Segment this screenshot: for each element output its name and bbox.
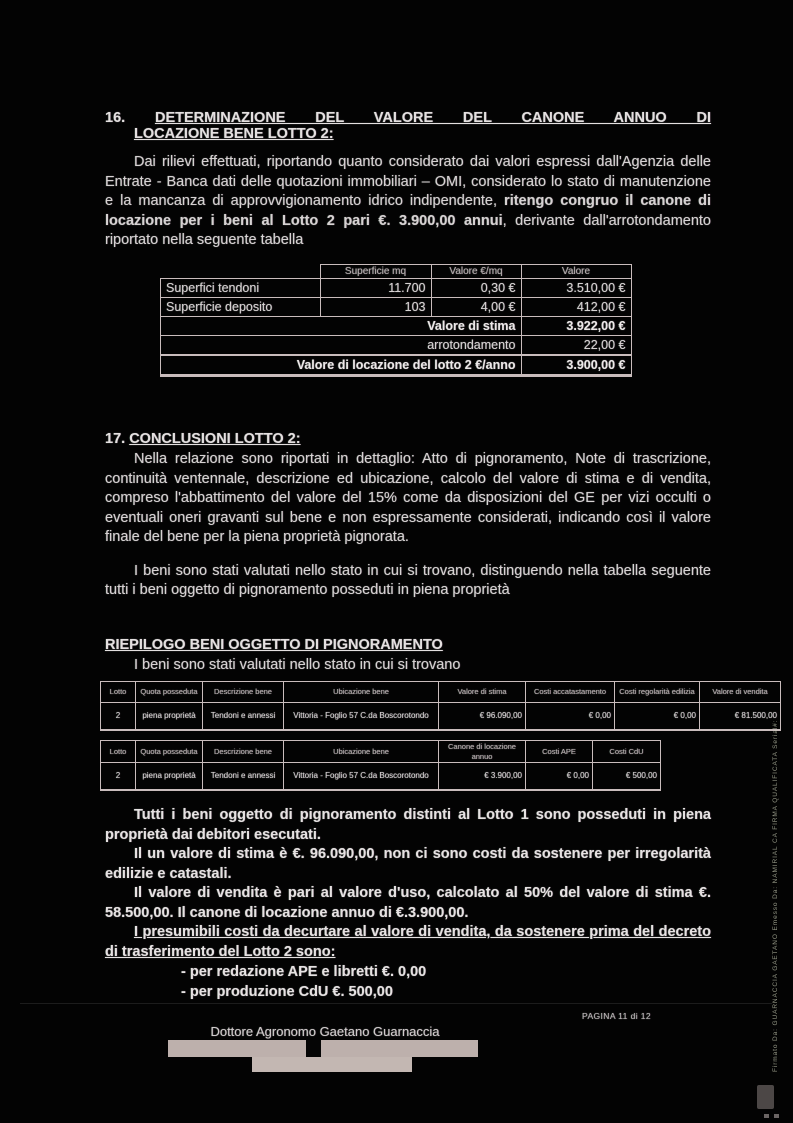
table-row [101,703,781,731]
paragraph-text: , derivante dall'arrotondamento riportato nella seguente tabella [105,212,711,248]
table-cell: 3.510,00 € [521,279,631,298]
table-cell: € 96.090,00 [439,703,526,731]
table-header-row [101,741,661,763]
table-header-cell: Valore €/mq [431,265,521,279]
scan-artifact-dot [764,1114,769,1118]
table-header-row [161,265,632,279]
table-cell: piena proprietà [136,703,203,731]
table-header-cell: Quota posseduta [136,682,203,703]
scan-artifact-dot [774,1114,779,1118]
table-header-cell: Costi accatastamento [526,682,615,703]
table-cell: piena proprietà [136,763,203,791]
table-header-cell: Canone di locazione annuo [439,741,526,763]
table-cell: 2 [101,703,136,731]
table-cell: 2 [101,763,136,791]
author-name: Dottore Agronomo Gaetano Guarnaccia [210,1024,440,1039]
table-cell: 11.700 [320,279,431,298]
table-cell: € 3.900,00 [439,763,526,791]
table-cell: € 500,00 [593,763,661,791]
riepilogo-stima-table [100,681,781,731]
table-cell: 22,00 € [521,336,631,356]
conclusioni-paragraph-3: Il valore di vendita è pari al valore d'uso, calcolato al 50% del valore di stima €. 58.500,00. Il canone di locazione annuo di €.3.900,00. [105,885,711,921]
section-17-paragraph-2: I beni sono stati valutati nello stato in cui si trovano, distinguendo nella tabella seguente tutti i beni oggetto di pignoramento posseduti in piena proprietà [105,562,711,598]
table-header-cell: Valore [521,265,631,279]
table-summary-row [161,336,632,356]
riepilogo-heading: RIEPILOGO BENI OGGETTO DI PIGNORAMENTO [105,637,443,653]
table-cell: Tendoni e annessi [203,763,284,791]
scan-artifact-square [757,1085,774,1109]
conclusioni-block [105,806,711,1002]
table-cell: Vittoria - Foglio 57 C.da Boscorotondo [284,763,439,791]
section-17 [105,431,711,601]
table-header-cell: Costi CdU [593,741,661,763]
section-17-heading [105,431,711,447]
section-16-number: 16. [105,110,126,126]
table-cell: Superficie deposito [161,298,321,317]
table-cell: Tendoni e annessi [203,703,284,731]
section-17-paragraph-1: Nella relazione sono riportati in dettaglio: Atto di pignoramento, Note di trascrizione, continuità ventennale, descrizione ed ubicazione, calcolo del valore di stima e di vendita, compreso l'abbattimento del valore del 15% come da disposizioni del GE per vizi occulti o eventuali oneri gravanti sul bene e non espressamente considerati, indicando così il valore finale del bene per la piena proprietà pignorata. [105,451,711,545]
table-cell: 0,30 € [431,279,521,298]
table-cell: Superfici tendoni [161,279,321,298]
riepilogo-locazione-table [100,740,661,791]
section-17-title: CONCLUSIONI LOTTO 2: [129,431,301,447]
page-number-label: PAGINA 11 di 12 [582,1011,651,1021]
table-header-cell: Valore di stima [439,682,526,703]
table-cell: 4,00 € [431,298,521,317]
signature-redaction-bar-2 [252,1057,412,1072]
table-cell: 412,00 € [521,298,631,317]
section-17-number: 17. [105,431,126,447]
table-cell: 3.900,00 € [521,355,631,376]
table-header-row [101,682,781,703]
table-total-row [161,355,632,376]
cost-item-ape: - per redazione APE e libretti €. 0,00 [181,964,427,980]
table-cell: € 81.500,00 [700,703,781,731]
table-header-cell: Lotto [101,682,136,703]
table-header-cell: Lotto [101,741,136,763]
table-cell: Valore di locazione del lotto 2 €/anno [161,355,522,376]
signature-redaction-bar [168,1040,478,1057]
table-summary-row [161,317,632,336]
digital-signature-stamp: Firmato Da: GUARNACCIA GAETANO Emesso Da: NAMIRIAL CA FIRMA QUALIFICATA Serial#: [772,719,779,1072]
table-header-cell: Costi APE [526,741,593,763]
canone-calculation-table [160,264,632,377]
riepilogo-subtitle: I beni sono stati valutati nello stato in cui si trovano [134,657,461,673]
table-cell: € 0,00 [526,763,593,791]
paragraph-bold-text: ritengo congruo il canone di locazione per i beni al Lotto 2 pari €. 3.900,00 annui [105,193,711,229]
table-header-cell: Ubicazione bene [284,682,439,703]
table-header-cell: Descrizione bene [203,682,284,703]
signature-redaction-notch [306,1040,321,1057]
table-cell: € 0,00 [526,703,615,731]
table-header-cell: Descrizione bene [203,741,284,763]
section-16-paragraph [105,153,711,251]
table-header-cell: Costi regolarità edilizia [615,682,700,703]
table-cell: € 0,00 [615,703,700,731]
table-cell: arrotondamento [161,336,522,356]
table-row [161,279,632,298]
table-header-cell: Ubicazione bene [284,741,439,763]
conclusioni-paragraph-1: Tutti i beni oggetto di pignoramento distinti al Lotto 1 sono posseduti in piena proprietà dai debitori esecutati. [105,807,711,843]
table-cell: Vittoria - Foglio 57 C.da Boscorotondo [284,703,439,731]
conclusioni-paragraph-4: I presumibili costi da decurtare al valore di vendita, da sostenere prima del decreto di trasferimento del Lotto 2 sono: [105,924,711,960]
table-row [101,763,661,791]
footer-divider [20,1003,772,1004]
table-header-cell: Quota posseduta [136,741,203,763]
riepilogo-section [105,637,711,676]
section-16-title-line1: DETERMINAZIONE DEL VALORE DEL CANONE ANNUO DI [154,110,711,126]
table-header-cell-empty [161,265,321,279]
conclusioni-paragraph-2: Il un valore di stima è €. 96.090,00, non ci sono costi da sostenere per irregolarità edilizie e catastali. [105,846,711,882]
table-row [161,298,632,317]
table-header-cell: Superficie mq [320,265,431,279]
cost-item-cdu: - per produzione CdU €. 500,00 [181,984,393,1000]
section-16-title-line2: LOCAZIONE BENE LOTTO 2: [134,126,334,142]
table-cell: Valore di stima [161,317,522,336]
table-cell: 103 [320,298,431,317]
paragraph-text: Dai rilievi effettuati, riportando quanto considerato dai valori espressi dall'Agenzia delle Entrate - Banca dati delle quotazioni immobiliari – OMI, considerato lo stato di manutenzione e la mancanza di approvvigionamento idrico indipendente, [105,154,711,209]
section-16-heading [105,110,711,142]
table-header-cell: Valore di vendita [700,682,781,703]
table-cell: 3.922,00 € [521,317,631,336]
